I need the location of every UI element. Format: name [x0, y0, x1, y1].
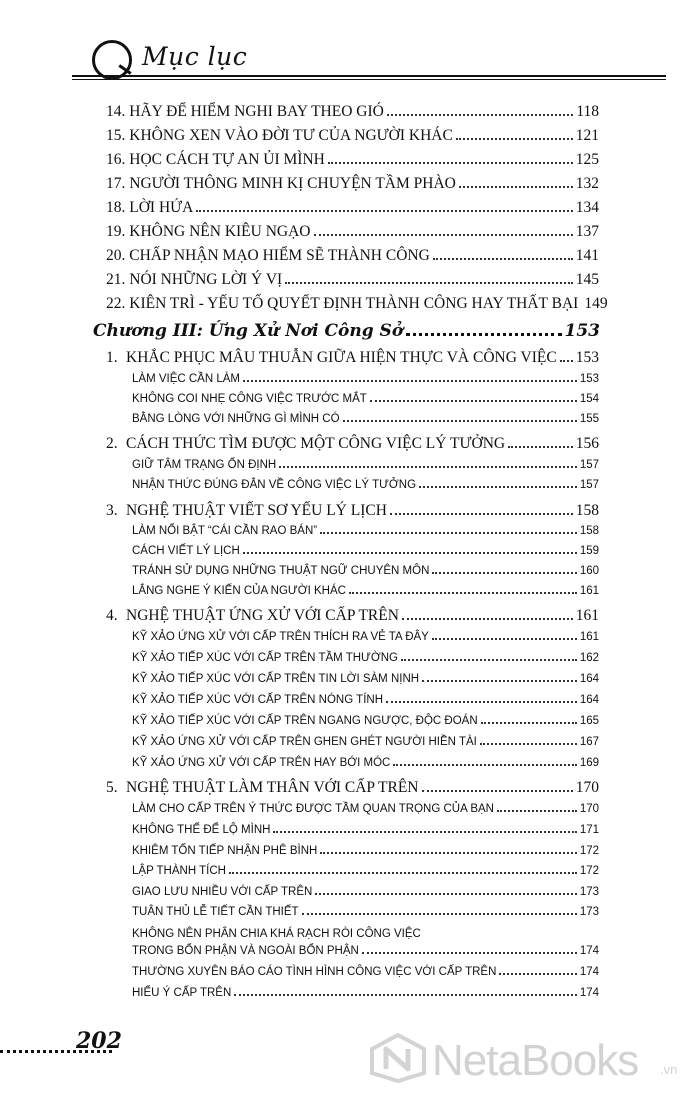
sub-item[interactable]: KỸ XẢO TIẾP XÚC VỚI CẤP TRÊN NGANG NGƯỢC, ĐỘC ĐOÁN 165	[132, 715, 599, 727]
header-rule-thin	[72, 79, 666, 80]
section-item[interactable]: 3. NGHỆ THUẬT VIẾT SƠ YẾU LÝ LỊCH 158	[106, 502, 599, 519]
header-title: Mục lục	[142, 42, 248, 71]
toc-item[interactable]: 18. LỜI HỨA 134	[106, 199, 599, 216]
sub-item[interactable]: GIỮ TÂM TRẠNG ỔN ĐỊNH 157	[132, 459, 599, 471]
sub-item[interactable]: LÀM CHO CẤP TRÊN Ý THỨC ĐƯỢC TẦM QUAN TRỌNG CỦA BẠN 170	[132, 803, 599, 815]
sub-item[interactable]: TRONG BỔN PHẬN VÀ NGOÀI BỔN PHẬN 174	[132, 945, 599, 957]
toc-item[interactable]: 15. KHÔNG XEN VÀO ĐỜI TƯ CỦA NGƯỜI KHÁC 121	[106, 127, 599, 144]
toc-item[interactable]: 20. CHẤP NHẬN MẠO HIỂM SẼ THÀNH CÔNG 141	[106, 247, 599, 264]
chapter-heading[interactable]: Chương III: Ứng Xử Nơi Công Sở 153	[93, 321, 600, 341]
sub-item[interactable]: KỸ XẢO ỨNG XỬ VỚI CẤP TRÊN GHEN GHÉT NGƯỜI HIỀN TÀI 167	[132, 736, 599, 748]
section-item[interactable]: 1. KHẮC PHỤC MÂU THUẪN GIỮA HIỆN THỰC VÀ CÔNG VIỆC 153	[106, 349, 599, 366]
sub-item[interactable]: KHÔNG COI NHẸ CÔNG VIỆC TRƯỚC MẮT 154	[132, 393, 599, 405]
sub-item[interactable]: LẬP THÀNH TÍCH 172	[132, 865, 599, 877]
header-rule	[72, 75, 666, 77]
watermark-suffix: .vn	[660, 1062, 678, 1077]
toc-item[interactable]: 22. KIÊN TRÌ - YẾU TỐ QUYẾT ĐỊNH THÀNH CÔNG HAY THẤT BẠI 149	[106, 295, 608, 312]
section-item[interactable]: 4. NGHỆ THUẬT ỨNG XỬ VỚI CẤP TRÊN 161	[106, 607, 599, 624]
watermark-brand: NetaBooks	[432, 1036, 639, 1085]
sub-item[interactable]: KHÔNG THỂ ĐỂ LỘ MÌNH 171	[132, 824, 599, 836]
toc-item[interactable]: 16. HỌC CÁCH TỰ AN ỦI MÌNH 125	[106, 151, 599, 168]
sub-item[interactable]: KỸ XẢO ỨNG XỬ VỚI CẤP TRÊN THÍCH RA VẺ TA ĐÂY 161	[132, 631, 599, 643]
sub-item[interactable]: BẰNG LÒNG VỚI NHỮNG GÌ MÌNH CÓ 155	[132, 413, 599, 425]
sub-item[interactable]: NHẬN THỨC ĐÚNG ĐẮN VỀ CÔNG VIỆC LÝ TƯỞNG 157	[132, 479, 599, 491]
sub-item[interactable]: LÀM NỔI BẬT “CÁI CẦN RAO BÁN” 158	[132, 525, 599, 537]
toc-item[interactable]: 19. KHÔNG NÊN KIÊU NGẠO 137	[106, 223, 599, 240]
sub-item[interactable]: TUÂN THỦ LỄ TIẾT CẦN THIẾT 173	[132, 906, 599, 918]
section-item[interactable]: 2. CÁCH THỨC TÌM ĐƯỢC MỘT CÔNG VIỆC LÝ TƯỞNG 156	[106, 435, 599, 452]
toc-item[interactable]: 14. HÃY ĐỂ HIỂM NGHI BAY THEO GIÓ 118	[106, 103, 599, 120]
footer-dots	[0, 1050, 112, 1053]
sub-item[interactable]: KỸ XẢO ỨNG XỬ VỚI CẤP TRÊN HAY BỚI MÓC 169	[132, 757, 599, 769]
sub-item[interactable]: KHIÊM TỐN TIẾP NHẬN PHÊ BÌNH 172	[132, 845, 599, 857]
sub-item[interactable]: HIỂU Ý CẤP TRÊN 174	[132, 987, 599, 999]
header-ornament-icon	[92, 40, 132, 80]
section-item[interactable]: 5. NGHỆ THUẬT LÀM THÂN VỚI CẤP TRÊN 170	[106, 779, 599, 796]
netabooks-logo-icon	[368, 1033, 428, 1083]
sub-item[interactable]: LÀM VIỆC CẦN LÀM 153	[132, 373, 599, 385]
page-number: 202	[76, 1028, 122, 1054]
sub-item[interactable]: LẮNG NGHE Ý KIẾN CỦA NGƯỜI KHÁC 161	[132, 585, 599, 597]
sub-item[interactable]: KỸ XẢO TIẾP XÚC VỚI CẤP TRÊN TẦM THƯỜNG 162	[132, 652, 599, 664]
sub-item-line1[interactable]: KHÔNG NÊN PHÂN CHIA KHÁ RẠCH RÒI CÔNG VIỆC	[132, 928, 421, 940]
toc-item[interactable]: 21. NÓI NHỮNG LỜI Ý VỊ 145	[106, 271, 599, 288]
sub-item[interactable]: KỸ XẢO TIẾP XÚC VỚI CẤP TRÊN NÓNG TÍNH 164	[132, 694, 599, 706]
sub-item[interactable]: THƯỜNG XUYÊN BÁO CÁO TÌNH HÌNH CÔNG VIỆC VỚI CẤP TRÊN 174	[132, 966, 599, 978]
sub-item[interactable]: CÁCH VIẾT LÝ LỊCH 159	[132, 545, 599, 557]
sub-item[interactable]: TRÁNH SỬ DỤNG NHỮNG THUẬT NGỮ CHUYÊN MÔN 160	[132, 565, 599, 577]
sub-item[interactable]: KỸ XẢO TIẾP XÚC VỚI CẤP TRÊN TIN LỜI SÀM NỊNH 164	[132, 673, 599, 685]
sub-item[interactable]: GIAO LƯU NHIỀU VỚI CẤP TRÊN 173	[132, 886, 599, 898]
toc-item[interactable]: 17. NGƯỜI THÔNG MINH KỊ CHUYỆN TẦM PHÀO 132	[106, 175, 599, 192]
